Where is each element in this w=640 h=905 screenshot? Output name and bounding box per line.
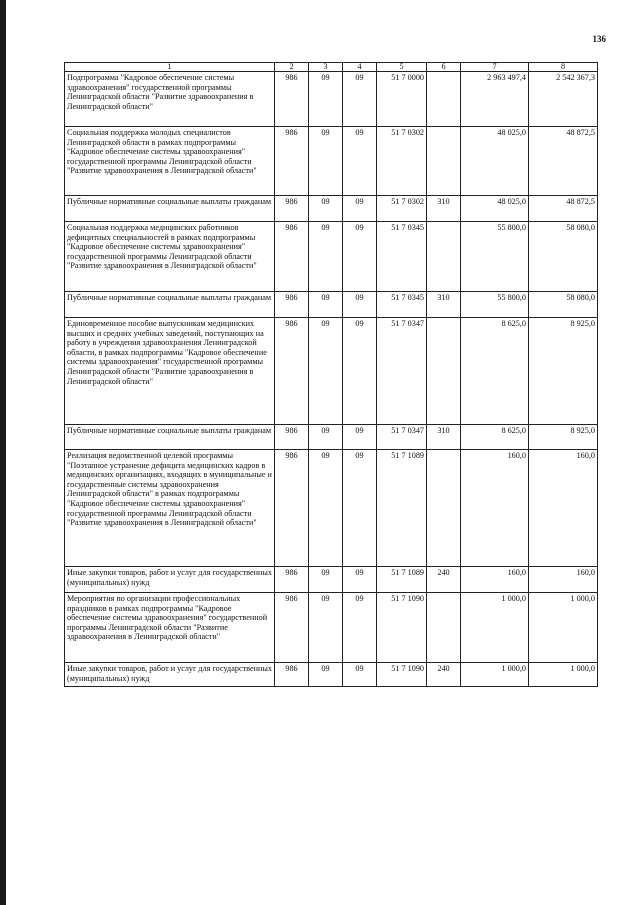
column-header: 1 (65, 63, 275, 72)
row-expense-type (427, 450, 461, 567)
row-target-code: 51 7 0302 (377, 196, 427, 222)
row-amount-1: 48 025,0 (461, 196, 529, 222)
column-number-row (65, 63, 598, 72)
row-name: Реализация ведомственной целевой программы "Поэтапное устранение дефицита медицинских кадров в медицинских организациях, входящих в муниципальные и государственные системы здравоохранения Ленинградской области" в рамках подпрограммы "Кадровое обеспечение системы здравоохранения" государственной программы Ленинградской области "Развитие здравоохранения в Ленинградской области" (65, 450, 275, 567)
row-section: 09 (309, 222, 343, 292)
row-name: Единовременное пособие выпускникам медицинских высших и средних учебных заведений, поступающих на работу в учреждения здравоохранения Ленинградской области, в рамках подпрограммы "Кадровое обеспечение системы здравоохранения" государственной программы Ленинградской области "Развитие здравоохранения в Ленинградской области" (65, 318, 275, 425)
row-target-code: 51 7 0347 (377, 425, 427, 450)
row-section: 09 (309, 292, 343, 318)
table-row (65, 292, 598, 318)
table-row (65, 425, 598, 450)
row-section: 09 (309, 567, 343, 593)
row-target-code: 51 7 1090 (377, 593, 427, 663)
row-expense-type: 240 (427, 663, 461, 687)
table-row (65, 593, 598, 663)
row-subsection: 09 (343, 222, 377, 292)
row-target-code: 51 7 0000 (377, 72, 427, 127)
budget-table (64, 62, 598, 687)
row-code-admin: 986 (275, 425, 309, 450)
row-amount-2: 160,0 (529, 450, 598, 567)
row-subsection: 09 (343, 292, 377, 318)
row-subsection: 09 (343, 72, 377, 127)
row-subsection: 09 (343, 425, 377, 450)
row-amount-1: 2 963 497,4 (461, 72, 529, 127)
row-target-code: 51 7 0345 (377, 222, 427, 292)
row-amount-2: 160,0 (529, 567, 598, 593)
row-section: 09 (309, 318, 343, 425)
row-amount-2: 48 872,5 (529, 127, 598, 196)
table-row (65, 222, 598, 292)
row-code-admin: 986 (275, 567, 309, 593)
row-amount-1: 55 800,0 (461, 292, 529, 318)
row-subsection: 09 (343, 196, 377, 222)
table-row (65, 663, 598, 687)
row-section: 09 (309, 196, 343, 222)
row-amount-2: 1 000,0 (529, 663, 598, 687)
row-amount-2: 8 925,0 (529, 425, 598, 450)
row-name: Иные закупки товаров, работ и услуг для государственных (муниципальных) нужд (65, 663, 275, 687)
row-section: 09 (309, 127, 343, 196)
row-code-admin: 986 (275, 450, 309, 567)
row-expense-type (427, 222, 461, 292)
table-row (65, 72, 598, 127)
table-row (65, 450, 598, 567)
column-header: 7 (461, 63, 529, 72)
row-name: Публичные нормативные социальные выплаты гражданам (65, 196, 275, 222)
row-target-code: 51 7 1090 (377, 663, 427, 687)
row-target-code: 51 7 0347 (377, 318, 427, 425)
row-amount-2: 48 872,5 (529, 196, 598, 222)
row-section: 09 (309, 72, 343, 127)
row-name: Подпрограмма "Кадровое обеспечение системы здравоохранения" государственной программы Ленинградской области "Развитие здравоохранения в Ленинградской области" (65, 72, 275, 127)
row-amount-1: 1 000,0 (461, 663, 529, 687)
row-subsection: 09 (343, 663, 377, 687)
row-expense-type (427, 593, 461, 663)
table-row (65, 318, 598, 425)
table-row (65, 196, 598, 222)
column-header: 8 (529, 63, 598, 72)
row-amount-1: 160,0 (461, 450, 529, 567)
row-name: Публичные нормативные социальные выплаты гражданам (65, 292, 275, 318)
row-expense-type: 310 (427, 292, 461, 318)
row-section: 09 (309, 450, 343, 567)
row-name: Мероприятия по организации профессиональных праздников в рамках подпрограммы "Кадровое обеспечение системы здравоохранения" государственной программы Ленинградской области "Развитие здравоохранения в Ленинградской области" (65, 593, 275, 663)
row-target-code: 51 7 1089 (377, 567, 427, 593)
table-row (65, 567, 598, 593)
column-header: 2 (275, 63, 309, 72)
row-amount-1: 8 625,0 (461, 425, 529, 450)
row-expense-type (427, 127, 461, 196)
row-code-admin: 986 (275, 222, 309, 292)
row-target-code: 51 7 1089 (377, 450, 427, 567)
row-amount-2: 58 080,0 (529, 292, 598, 318)
row-name: Иные закупки товаров, работ и услуг для государственных (муниципальных) нужд (65, 567, 275, 593)
row-target-code: 51 7 0345 (377, 292, 427, 318)
row-code-admin: 986 (275, 292, 309, 318)
row-subsection: 09 (343, 450, 377, 567)
row-section: 09 (309, 425, 343, 450)
row-code-admin: 986 (275, 196, 309, 222)
row-subsection: 09 (343, 318, 377, 425)
row-expense-type: 310 (427, 425, 461, 450)
row-code-admin: 986 (275, 72, 309, 127)
page-number: 136 (592, 34, 606, 44)
row-amount-1: 48 025,0 (461, 127, 529, 196)
row-section: 09 (309, 663, 343, 687)
row-code-admin: 986 (275, 593, 309, 663)
row-expense-type (427, 318, 461, 425)
row-amount-1: 8 625,0 (461, 318, 529, 425)
table-row (65, 127, 598, 196)
row-subsection: 09 (343, 127, 377, 196)
column-header: 4 (343, 63, 377, 72)
row-amount-2: 2 542 367,3 (529, 72, 598, 127)
row-subsection: 09 (343, 593, 377, 663)
column-header: 3 (309, 63, 343, 72)
row-amount-2: 8 925,0 (529, 318, 598, 425)
row-amount-1: 1 000,0 (461, 593, 529, 663)
row-name: Социальная поддержка медицинских работников дефицитных специальностей в рамках подпрограммы "Кадровое обеспечение системы здравоохранения" государственной программы Ленинградской области "Развитие здравоохранения в Ленинградской области" (65, 222, 275, 292)
row-code-admin: 986 (275, 318, 309, 425)
row-expense-type: 240 (427, 567, 461, 593)
row-subsection: 09 (343, 567, 377, 593)
row-expense-type: 310 (427, 196, 461, 222)
row-target-code: 51 7 0302 (377, 127, 427, 196)
row-amount-1: 55 800,0 (461, 222, 529, 292)
row-amount-2: 58 080,0 (529, 222, 598, 292)
row-amount-2: 1 000,0 (529, 593, 598, 663)
row-section: 09 (309, 593, 343, 663)
row-name: Социальная поддержка молодых специалистов Ленинградской области в рамках подпрограммы "Кадровое обеспечение системы здравоохранения" государственной программы Ленинградской области "Развитие здравоохранения в Ленинградской области" (65, 127, 275, 196)
row-amount-1: 160,0 (461, 567, 529, 593)
row-code-admin: 986 (275, 663, 309, 687)
scan-edge (0, 0, 6, 905)
column-header: 5 (377, 63, 427, 72)
column-header: 6 (427, 63, 461, 72)
row-name: Публичные нормативные социальные выплаты гражданам (65, 425, 275, 450)
row-code-admin: 986 (275, 127, 309, 196)
row-expense-type (427, 72, 461, 127)
